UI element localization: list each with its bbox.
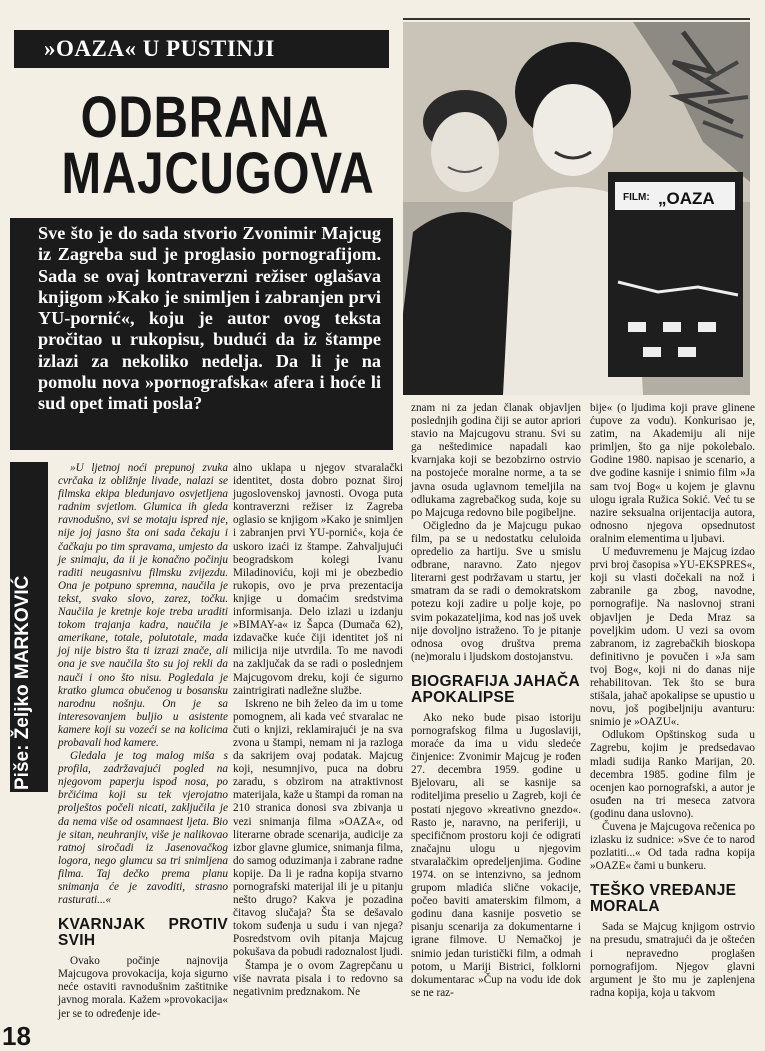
subheading-line-2: APOKALIPSE — [411, 688, 515, 706]
subheading-kvarnjak — [58, 917, 228, 949]
headline-line-2: MAJCUGOVA — [61, 141, 375, 206]
col3-paragraph-2: Očigledno da je Majcugu pukao film, pa se u nedostatku celuloida opredelio za hartiju. Sve u smislu odbrane, naravno. Zato njegov literarni gest podržavam u startu, jer smatram da se radi o demokratskom potezu koji zadire u polje koje, po svim pokazateljima, kod nas još uvek nije dovoljno istraženo. To je pitanje odnosa ovog društva prema (ne)moralu i ljudskom dostojanstvu. — [411, 519, 581, 663]
kicker-title: »OAZA« U PUSTINJI — [14, 30, 389, 68]
col3-paragraph-1: znam ni za jedan članak objavljen poslednjih godina čiji se autor apriori stavio na Majcugovu stranu. Svi su ga neštedimice napadali kao kvarnjaka koji se bezobzirno ostrvio na postojeće moralne norme, a ta se javna osuda uglavnom temeljila na odlukama zagrebačkog suda, koje su po Majcuga redovno bile pogibeljne. — [411, 402, 581, 519]
subheading-word-1: KVARNJAK — [58, 916, 146, 934]
page-number: 18 — [2, 1021, 31, 1051]
headline — [61, 85, 375, 206]
col4-paragraph-2: U međuvremenu je Majcug izdao prvi broj časopisa »YU-EKSPRES«, koji su vlasti dočekali na nož i zabranile ga zbog, navodne, pornografije. Na naslovnoj strani objavljen je Deda Mraz sa poveljkim udom. U vezi sa ovom zabranom, iz zagrebačkih bioskopa definitivno je povučen i »Ja sam tvoj Bog«, koji ni do danas nije rehabilitovan. Tek što se bura stišala, jahač apokalipse se upustio u novu, još pogibeljniju avanturu: snimio je »OAZU«. — [590, 546, 755, 729]
subheading-line-1: BIOGRAFIJA JAHAČA — [411, 672, 581, 690]
article-photo — [403, 22, 750, 395]
col4-paragraph-4: Čuvena je Majcugova rečenica po izlasku iz sudnice: »Sve će to narod pozlatiti...« Od tada radna kopija »OAZE« čami u bunkeru. — [590, 821, 755, 873]
col1-paragraph-3: Ovako počinje najnovija Majcugova provokacija, koja sigurno neće ostaviti ravnodušnim zaštitnike javnog morala. Kažem »provokacija« jer se to određenje ide- — [58, 955, 228, 1020]
lead-paragraph: Sve što je do sada stvorio Zvonimir Majcug iz Zagreba sud je proglasio pornografijom. Sada se ovaj kontraverzni režiser oglašava knjigom »Kako je snimljen i zabranjen prvi YU-pornić«, koju je autor ovog teksta pročitao u rukopisu, budući da iz štampe izlazi za nekoliko nedelja. Da li je na pomolu nova »pornografska« afera i hoće li sud opet imati posla? — [10, 218, 393, 450]
col1-paragraph-2: Gledala je tog malog miša s profila, zadržavajući pogled na njegovom paperju ispod nosa, po brčićima koji su tek vjerojatno prolještos počeli nicati, zaključila je da nema više od osamnaest ljeta. Bio je sitan, neuhranjiv, više je nalikovao ratnoj siročadi iz Jasenovačkog logora, nego glumcu sa tri snimljena filma. Taj dečko prema planu snimanja će je zavoditi, strasno rasturati...« — [58, 750, 228, 907]
headline-line-1: ODBRANA — [80, 85, 330, 150]
photo-illustration — [403, 22, 750, 395]
subheading-line-2: MORALA — [590, 898, 660, 916]
col2-paragraph-2: Iskreno ne bih želeo da im u tome pomognem, ali kada već stvaralac ne čuti o knjizi, reklamirajući je na sva zvona u štampi, nemam ni ja razloga da sakrijem ovaj podatak. Majcug koji, nesumnjivo, puca na dobru zaradu, s obzirom na atraktivnost materijala, kaže u štampi da roman na 210 stranica donosi sva zbivanja u vezi snimanja filma »OAZA«, od literarne obrade scenarija, audicije za izbor glavne glumice, snimanja filma, do samog oduzimanja i zabrane radne kopije. Da li je radna kopija stvarno pornografski materijal ili je u pitanju nešto drugo? Kakva je pozadina čitavog slučaja? Šta se dešavalo tokom suđenja u sudu i van njega? Posredstvom ovih pitanja Majcug pokušava da pobudi radoznalost ljudi. — [233, 697, 403, 959]
col4-paragraph-1: bije« (o ljudima koji prave glinene ćupove za vodu). Konkurisao je, zatim, na Akademiju ali nije primljen, što ga nije pokolebalo. Godine 1980. napisao je scenario, a dve godine kasnije i snimio film »Ja sam tvoj Bog« u kojem je glavnu ulogu igrala Ružica Sokić. Već tu se nazire seksualna orijentacija autora, odnosno njegova opsednutost oralnim elementima u ljubavi. — [590, 402, 755, 545]
col2-paragraph-1: alno uklapa u njegov stvaralački identitet, dosta dobro poznat široj jugoslovenskoj javnosti. Ovoga puta kontraverzni režiser iz Zagreba oglasio se knjigom »Kako je snimljen i zabranjen prvi YU-pornić«, koja će uskoro izaći iz štampe. Zahvaljujući beogradskom kolegi Ivanu Miladinoviću, koji mi je obezbedio rukopis, ovo je prva prezentacija knjige u domaćim sredstvima informisanja. Delo izlazi u izdanju »BIMAY-a« iz Šapca (Dumača 62), izdavačke kuće čiji identitet još ni milicija nije utvrdila. To me navodi na zaključak da se radi o poslednjem Majcugovom dreku, koji će sigurno zaintrigirati nadležne službe. — [233, 462, 403, 697]
subheading-biografija — [411, 674, 581, 706]
col1-paragraph-1: »U ljetnoj noći prepunoj zvuka cvrčaka iz obližnje livade, nalazi se filmska ekipa bledunjavo osvjetljena radnim svjetlom. Glumica ih gleda ravnodušno, svi se motaju ispred nje, nije joj jasno šta oni sada čekaju i čačkaju po tim spravama, umjesto da je snimaju, da ii je konačno počinju raditi neugasnivu filmsku zvijezdu. Ona je potpuno spremna, naučila je tekst, svako slovo, zarez, točku. Naučila je kretnje koje treba uraditi tokom trajanja kadra, naučila je amerikane, totale, polutotale, mada joj nije bistro šta ti izrazi znače, ali ona je sve naučila što su joj rekli da nauči i ono što nisu. Pogledala je kratko glumca obučenog u bosansku narodnu nošnju. On je sa interesovanjem buljio u asistente kamere koji su vozeći se na kolicima probavali hod kamere. — [58, 462, 228, 749]
column-3 — [411, 402, 581, 1000]
subheading-word-3: SVIH — [58, 932, 96, 950]
clapper-title: „OAZA — [658, 189, 715, 208]
subheading-word-2: PROTIV — [168, 916, 228, 934]
col2-paragraph-3: Štampa je o ovom Zagrepčanu u više navrata pisala i to redovno sa negativnim predznakom. Ne — [233, 959, 403, 998]
byline: Piše: Željko MARKOVIĆ — [12, 575, 33, 790]
col3-paragraph-3: Ako neko bude pisao istoriju pornografskog filma u Jugoslaviji, moraće da ima u vidu sledeće činjenice: Zvonimir Majcug je rođen 27. decembra 1959. godine u Bjelovaru, ali se kasnije sa roditeljima preselio u Zagreb, koji će postati njegovo »kreativno gnezdo«. Rasto je, naravno, na periferiji, u specifičnom prostoru koji će odigrati značajnu ulogu u njegovim stvaralačkim opredeljenjima. Godine 1974. on se intenzivno, sa jednom grupom mladića slične vokacije, počeo baviti amaterskim filmom, a godinu dana kasnije posvetio se pisanju scenarija za dokumentarne i igrane filmove. U Nemačkoj je snimio jedan turistički film, a odmah potom, u Mariji Bistrici, folklorni dokumentarac »Čup na vodu ide dok se ne raz- — [411, 711, 581, 999]
col4-paragraph-5: Sada se Majcug knjigom ostrvio na presudu, smatrajući da je oštećen i nepravedno proglašen pornografijom. Njegov glavni argument je što mu je zaplenjena radna kopija, koja u takvom — [590, 921, 755, 999]
subheading-line-1: TEŠKO VREĐANJE — [590, 882, 737, 900]
column-1 — [58, 462, 228, 1021]
clapper-label: FILM: — [623, 192, 650, 203]
column-4 — [590, 402, 755, 1000]
photo-top-rule — [403, 18, 750, 20]
column-2 — [233, 462, 403, 999]
col4-paragraph-3: Odlukom Opštinskog suda u Zagrebu, kojim je predsedavao mladi sudija Ranko Marijan, 20. decembra 1985. godine film je ocenjen kao pornografski, a autor je osuđen na tri meseca zatvora (godinu dana uslovno). — [590, 729, 755, 820]
subheading-tesko-vredjanje — [590, 883, 755, 915]
